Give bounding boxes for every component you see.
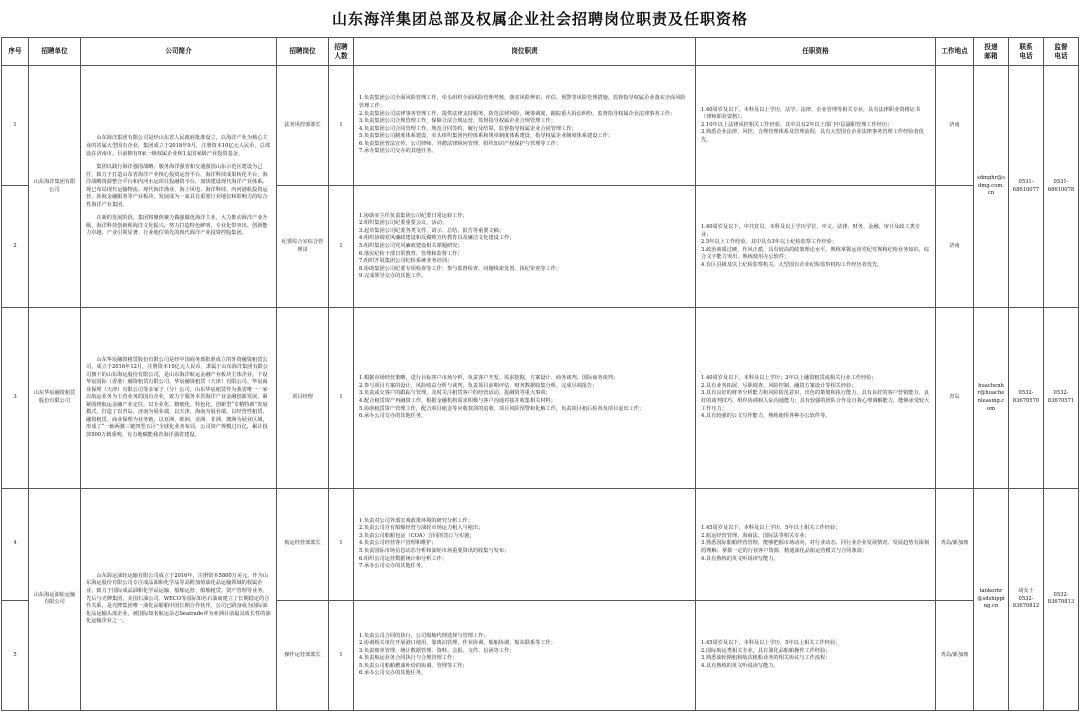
requirement-item: 2.5年以上工作经验，其中具有3年以上纪检监察工作经验； xyxy=(701,239,838,246)
position-requirements xyxy=(696,488,936,600)
requirement-item: 4.有区县级及以上纪检监察机关、大型国有企业纪检监察机构工作经历者优先。 xyxy=(701,261,883,268)
intro-paragraph: 山东海运油轮运输有限公司成立于2016年，注册资本5800万美元，作为山东海运股份有限公司专注成品油和化学品等高附加值油化品运输领域的权属企业，致力于国际成品油和化学品运输、船舶运营、船舶租赁、资产管理等业务，先后与壳牌集团、美国石油公司、WECO等国际知名石油商建立了长期稳定的合作关系，是壳牌集团唯一油化品船舶中国长期合作伙伴。公司已跻身成为国际油化品运输头部企业，被国际知名航运杂志Seatrade评为亚洲目前最具成长性的油化运输企业之一。 xyxy=(86,572,271,625)
position-duties xyxy=(354,488,696,600)
contact-phone-number: 0532-83670812 xyxy=(1012,595,1040,610)
duty-item: 6.组织公司运营数据统计和分析工作； xyxy=(359,555,447,562)
supervise-phone: 0531-68610078 xyxy=(1044,66,1079,308)
position-count: 1 xyxy=(329,186,354,308)
duty-item: 5.组织集团公司党风廉政建设相关课题研究； xyxy=(359,243,463,249)
duty-item: 1.根据市场经营策略，进行目标客户市场分析，负责客户开发、需求挖掘、方案设计、商务谈判，国际商务谈判； xyxy=(359,375,619,382)
duty-item: 6.承办公司交办的其他任务。 xyxy=(359,670,427,677)
work-location: 济南 xyxy=(936,186,974,308)
position-requirements xyxy=(696,66,936,186)
duty-item: 2.负责公司自有船舶经营与油轮市场运力租入与租出； xyxy=(359,525,484,532)
position-title: 操作运营部部长 xyxy=(277,600,329,710)
duty-item: 2.组织集团公司纪委重要会议、活动； xyxy=(359,220,447,227)
duty-item: 1.协助室主任负责集团公司纪委日常运转工作； xyxy=(359,212,468,219)
duty-item: 2.协调相关单位开展港口使用、靠离泊管理、作业协调、船舶协调、船东联系等工作； xyxy=(359,640,556,647)
duty-item: 7.承办集团公司交办的其他任务。 xyxy=(359,148,437,155)
intro-paragraph: 集团以践行海洋强国战略、服务海洋强省和交通强国山东示范区建设为己任，致力于打造山东省海洋产业核心投资运营平台，海洋科技成果转化平台，海洋战略资源整合平台和内河水运项目投融资平台，加快建设现代海洋产业体系。现已布局现代运输物流、现代海洋渔业、海上风电、海洋科技、内河港航投资运营、涉海金融服务等产业板块，发展成为一家具有重要行业地位和影响力的综合性海洋产业集团。 xyxy=(86,164,268,208)
requirement-item: 2.国际航运类相关专业，具有油化品船舶操作工作经验； xyxy=(701,647,831,654)
duty-item: 6.承办公司交办的其他任务。 xyxy=(359,413,427,420)
work-location: 青岛/新加坡 xyxy=(936,488,974,600)
duty-item: 4.组织协调党风廉政建设和反腐败宣传教育以及廉洁文化建设工作； xyxy=(359,235,515,242)
col-header-requirements: 任职资格 xyxy=(696,38,936,66)
position-duties xyxy=(354,308,696,488)
position-title: 航运经营部部长 xyxy=(277,488,329,600)
duty-item: 4.负责集团公司合同管理工作，规范合同签约、履行及结算，监督指导权属企业合同管理工作； xyxy=(359,125,577,132)
contact-phone: 0532-83670570 xyxy=(1009,308,1044,488)
position-requirements xyxy=(696,186,936,308)
requirement-item: 1.45周岁及以下，本科及以上学历，5年以上相关工作经验； xyxy=(701,640,841,647)
table-row xyxy=(2,308,1079,488)
requirement-item: 2.航运经营管理、海商法、国际法等相关专业； xyxy=(701,532,810,539)
col-header-email: 投递 邮箱 xyxy=(974,38,1009,66)
header-row xyxy=(2,38,1079,66)
work-location: 青岛 xyxy=(936,308,974,488)
intro-paragraph: 在新的发展阶段，集团将聚焦聚力做强做优海洋主业，大力推动海洋产业升级、海洋科技创新和海洋文化振兴，努力打造特色鲜明、专业化带突出、创新能力卓越、产业引领显著、行业地位领先的现代海洋产业投资控股集团。 xyxy=(86,215,268,237)
contact-phone xyxy=(1009,488,1044,710)
contact-phone: 0531-68610077 xyxy=(1009,66,1044,308)
duty-item: 3.起草集团公司纪委各类文件、请示、总结、报告等重要文稿； xyxy=(359,227,505,234)
contact-email: sdmghr@sdmg.com.cn xyxy=(974,66,1009,308)
table-row xyxy=(2,488,1079,600)
requirement-item: 1.40周岁及以下，本科及以上学历；3年以上融资租赁或相关行业工作经验； xyxy=(701,375,877,382)
position-title: 纪委综合室综合管理岗 xyxy=(277,186,329,308)
work-location: 青岛/新加坡 xyxy=(936,600,974,710)
duty-item: 6.负责集团普法宣传、公司律师、外聘法律顾问管理、组织知识产权保护与管理等工作； xyxy=(359,140,562,147)
requirement-item: 3.政治素质过硬，作风正派，具有较高的政策理论水平，熟练掌握运用党纪党规和纪检业务知识，综合文字能力突出，熟练使用办公软件； xyxy=(701,246,930,261)
duty-item: 3.负责公司船舶包运（COA）合同的签订与实施； xyxy=(359,532,475,539)
row-number: 2 xyxy=(2,186,29,308)
duty-item: 7.承办公司交办的其他任务。 xyxy=(359,563,427,570)
duty-item: 1.负责公司合同的执行，公司船舶代理选择与管理工作； xyxy=(359,632,489,639)
contact-name: 胡女士 xyxy=(1018,588,1034,595)
duty-item: 3.负责集团公司合规管理工作，保障合法合规运营，监督指导权属企业合规管理工作； xyxy=(359,118,556,125)
duty-item: 4.负责航运业务合同执行与合规管理工作； xyxy=(359,655,458,662)
col-header-no: 序号 xyxy=(2,38,29,66)
page-title: 山东海洋集团总部及权属企业社会招聘岗位职责及任职资格 xyxy=(331,10,748,28)
position-duties xyxy=(354,600,696,710)
duty-item: 4.配合租赁资产再融资工作，根据金融机构需求积极与客户沟通对接并收集相关材料； xyxy=(359,397,556,404)
duty-item: 7.组织开展集团公司纪检系统业务培训； xyxy=(359,258,453,265)
position-duties xyxy=(354,66,696,186)
recruitment-table xyxy=(1,37,1079,711)
requirement-item: 4.具有较强的公文写作能力，熟练使用各种办公软件等。 xyxy=(701,413,831,420)
intro-paragraph: 山东华宸融资租赁股份有限公司是经中国商务部批准成立的外资融资租赁公司，成立于2016年12月，注册资本10亿元人民币，隶属于山东海洋集团有限公司旗下的山东海运股份有限公司，是山东海洋航运金融产业板块主体企业。下设华宸国际（香港）融资租赁有限公司、华宸融资租赁（天津）有限公司、华宸商业保理（天津）有限公司等多家子（分）公司。山东华宸租赁作为我省唯一一家以航运业务为主营业务的国有企业，致力于服务本省海洋产业金融创新发展，紧紧围绕航运金融产业定位，以专业化、精细化、特色化，创新型“专精特新”发展模式，打造了以青岛、济南为展业端，以天津、海南为展业端，以经营性租赁、融资租赁、商业保理为业务链，以亚洲、欧洲、美洲、非洲、澳洲为展业区域，形成了“一轴两翼三链四型五区”全球化业务布局，公司资产规模过百亿，累计投放500万载重吨，有力地赋能我省海洋强省建设。 xyxy=(86,356,269,438)
col-header-unit: 招聘单位 xyxy=(29,38,81,66)
company-intro xyxy=(81,308,277,488)
duty-item: 5.协助租赁资产管理工作，配合项目租金等应收款项的追收、项目风险预警和化解工作，负责项目租后检查及项目退出工作； xyxy=(359,405,645,412)
col-header-intro: 公司简介 xyxy=(81,38,277,66)
position-count: 1 xyxy=(329,308,354,488)
requirement-item: 1.40周岁及以下，本科及以上学历，法学、法律、企业管理等相关专业，具有法律职业资格证书（律师职业资格）； xyxy=(701,106,921,121)
position-requirements xyxy=(696,308,936,488)
col-header-count: 招聘 人数 xyxy=(329,38,354,66)
duty-item: 4.负责公司经营客户管理和维护； xyxy=(359,540,437,547)
duty-item: 8.协助集团公司纪委专项检查等工作；参与监督检查、问题线索处置、执纪审查等工作； xyxy=(359,265,562,272)
intro-paragraph: 山东海洋集团有限公司是经山东省人民政府批准设立，以海洋产业为核心主业的省属大型国有企业，集团成立于2018年9月，注册资本10亿元人民币，总部设在济南市。目前拥有9家一级权属企业和1支国家级产业投资基金。 xyxy=(86,135,270,157)
supervise-phone: 0532-83670571 xyxy=(1044,308,1079,488)
duty-item: 1.负责集团公司全面风险管理工作，牵头组织全面风险管理考核，落实风险辨识、评估、预警等风险管理措施，监督指导权属企业落实全面风险管理工作； xyxy=(359,95,686,109)
company-name: 山东华宸融资租赁股份有限公司 xyxy=(29,308,81,488)
requirement-item: 2.具有业务拓展、尽职调查、风险控制、融资方案设计等相关经验； xyxy=(701,382,857,389)
row-number: 4 xyxy=(2,488,29,600)
company-intro xyxy=(81,488,277,710)
duty-item: 2.参与项目方案的设计，风险收益分析与谈判，负责项目前期评估、财务数据收集分析、完成尽调报告； xyxy=(359,382,598,389)
position-title: 项目经理 xyxy=(277,308,329,488)
duty-item: 9.完成领导交办的其他工作。 xyxy=(359,273,427,280)
requirement-item: 3.熟悉油轮期租和航次租船业务的相关协议与工作流程； xyxy=(701,655,831,662)
duty-item: 3.负责账单管理、统计数据管理、资料、会报、文件、信函等工作； xyxy=(359,647,515,654)
requirement-item: 4.具有熟练的英文听说读写能力。 xyxy=(701,555,779,562)
duty-item: 5.负责集团公司制度体系建设，牵头组织集团内控体系和规章制度体系建设，指导权属企业制度体系建设工作； xyxy=(359,133,613,140)
position-count: 1 xyxy=(329,600,354,710)
position-requirements xyxy=(696,600,936,710)
requirement-item: 1.45周岁及以下，本科及以上学历，5年以上相关工作经验； xyxy=(701,525,841,532)
company-name: 山东海运油轮运输有限公司 xyxy=(29,488,81,710)
duty-item: 2.负责集团公司法律事务管理工作，提供法律支持服务，防范法律风险，统筹调度，跟踪重大诉讼纠纷，监督指导权属企业法律事务工作； xyxy=(359,110,676,117)
position-title: 法务风控部部长 xyxy=(277,66,329,186)
duty-item: 6.落实纪检干部日常教育、管理和监督工作； xyxy=(359,250,463,257)
col-header-supervise: 监督 电话 xyxy=(1044,38,1079,66)
supervise-phone: 0532-83670813 xyxy=(1044,488,1079,710)
position-count: 1 xyxy=(329,66,354,186)
col-header-location: 工作地点 xyxy=(936,38,974,66)
duty-item: 1.负责对公司外部宏观政策环境的研究分析工作； xyxy=(359,517,473,524)
company-intro xyxy=(81,66,277,308)
company-name: 山东海洋集团有限公司 xyxy=(29,66,81,308)
position-count: 1 xyxy=(329,488,354,600)
requirement-item: 3.熟悉企业法律、风控、合规管理体系及管理流程，具有大型国有企业法律事务管理工作经验者优先。 xyxy=(701,129,924,143)
table-row xyxy=(2,66,1079,186)
requirement-item: 4.具有熟练的英文听说读写能力。 xyxy=(701,662,779,669)
position-duties xyxy=(354,186,696,308)
work-location: 济南 xyxy=(936,66,974,186)
duty-item: 5.负责公司船舶燃油补给的协调、管理等工作； xyxy=(359,662,468,669)
duty-item: 3.负责或交客户的跟踪与管理，及时关注租赁客户的经营活动，报融资等重大事项； xyxy=(359,390,551,397)
col-header-duties: 岗位职责 xyxy=(354,38,696,66)
requirement-item: 3.熟悉国际船舶经营管理，能够把握市场动向，对行业动态、同行业企业发展情况、发展趋势有深刻的理解；掌握一定的行业客户资源，精通油化品船运营模式与合同条款； xyxy=(701,540,930,554)
row-number: 5 xyxy=(2,600,29,710)
requirement-item: 2.10年以上法律风控相关工作经验，其中具有2年以上部门中层副职管理工作经历； xyxy=(701,121,893,128)
requirement-item: 1.40周岁及以下，中共党员，本科及以上学历学位，中文、法律、财务、金融、审计及政工类专业； xyxy=(701,224,921,238)
col-header-phone: 联系 电话 xyxy=(1009,38,1044,66)
row-number: 1 xyxy=(2,66,29,186)
duty-item: 5.负责国际市场信息动态分析和油轮市场重要资讯的收集与发布； xyxy=(359,547,510,554)
contact-email: huachenhr@huachenleasing.com xyxy=(974,308,1009,488)
requirement-item: 3.具有良好的财务分析能力和风险防范意识，出色的策划和执行能力，具有良好的客户营销能力、良好的谈判技巧，组织协调和人际沟通能力；具有较强的团队合作及自我心理调解能力，能够承受较大工作压力； xyxy=(701,390,930,412)
contact-email: tankerhr@sdshipping.cn xyxy=(974,488,1009,710)
col-header-position: 招聘岗位 xyxy=(277,38,329,66)
row-number: 3 xyxy=(2,308,29,488)
